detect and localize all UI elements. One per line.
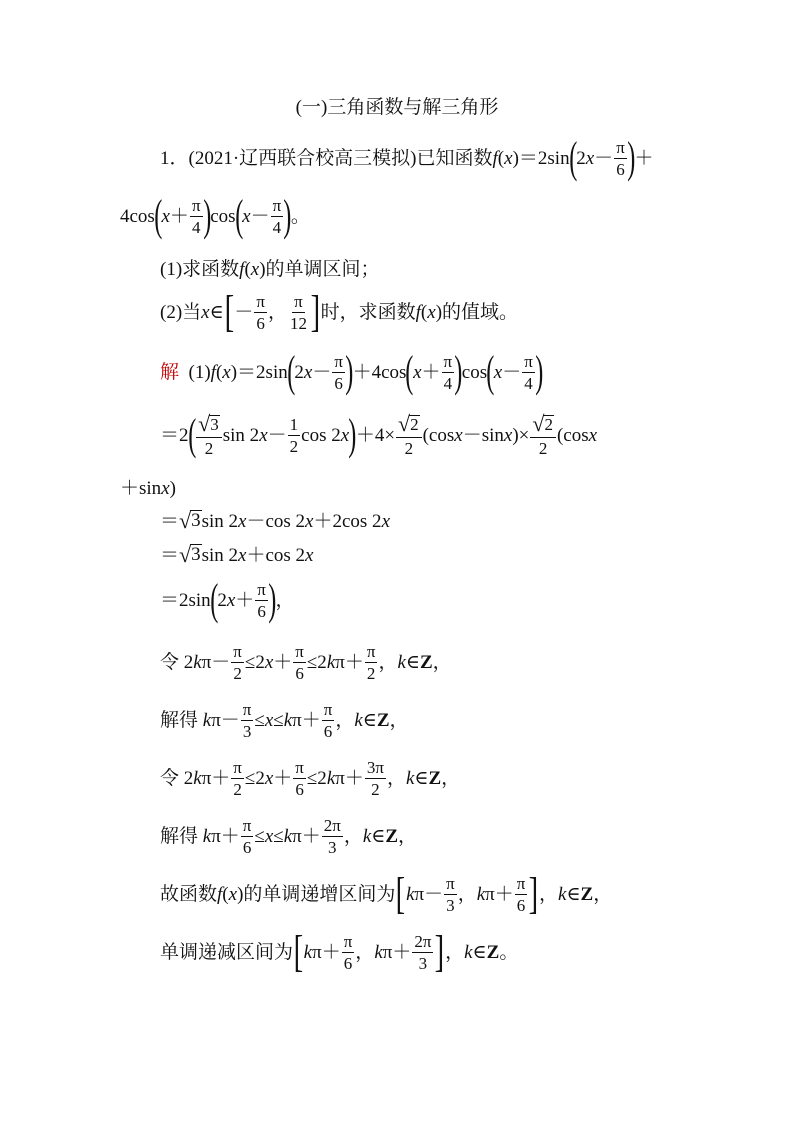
- solution-label: 解: [160, 361, 180, 383]
- solution-line-4: ＝ √ 3 sin 2 x －cos 2 x ＋2cos 2 x: [160, 508, 390, 533]
- sub-question-2: (2) 当 x ∈ [ － $\frac{\pi}{6}$ ， $\frac{\pi}{12}$ ] 时，求函数 f ( x ) 的值域。: [160, 287, 519, 336]
- solution-line-9: 令 2 k π＋ $\frac{\pi}{2}$ ≤2 x ＋ $\frac{\pi}{6}$ ≤2 k π＋ $\frac{3\pi}{2}$ ， k ∈ Z ，: [160, 757, 461, 799]
- problem-number: 1．: [160, 147, 189, 169]
- solution-line-1: 解 (1) f ( x )＝2sin ( 2 x － $\frac{\pi}{6}$ ) ＋4cos ( x ＋ $\frac{\pi}{4}$ ) cos ( x － $\frac{\pi}{4}$ ): [160, 347, 544, 396]
- solution-line-5: ＝ √ 3 sin 2 x ＋cos 2 x: [160, 542, 314, 567]
- solution-line-10: 解得 k π＋ $\frac{\pi}{6}$ ≤ x ≤ k π＋ $\frac{2\pi}{3}$ ， k ∈ Z ，: [160, 815, 418, 857]
- problem-line-2: 4cos ( x ＋ $\frac{\pi}{4}$ ) cos ( x － $\frac{\pi}{4}$ ) 。: [120, 191, 310, 240]
- solution-line-8: 解得 k π－ $\frac{\pi}{3}$ ≤ x ≤ k π＋ $\frac{\pi}{6}$ ， k ∈ Z ，: [160, 699, 409, 741]
- solution-line-7: 令 2 k π－ $\frac{\pi}{2}$ ≤2 x ＋ $\frac{\pi}{6}$ ≤2 k π＋ $\frac{\pi}{2}$ ， k ∈ Z ，: [160, 641, 452, 683]
- solution-line-12: 单调递减区间为 [ k π＋ $\frac{\pi}{6}$ ， k π＋ $\frac{2\pi}{3}$ ] ， k ∈ Z 。: [160, 927, 519, 976]
- solution-line-6: ＝2sin ( 2 x ＋ $\frac{\pi}{6}$ ) ，: [160, 575, 295, 624]
- solution-line-11: 故函数 f ( x ) 的单调递增区间为 [ k π－ $\frac{\pi}{3}$ ， k π＋ $\frac{\pi}{6}$ ] ， k ∈ Z ，: [160, 869, 613, 918]
- solution-line-2: ＝2 ( √ 3 2 sin 2 x － $\frac{1}{2}$ cos 2 x ) ＋4× √ 2 2 (cos x －sin x )× √ 2 2 (cos x: [160, 410, 598, 459]
- sub-question-1: (1) 求函数 f ( x ) 的单调区间；: [160, 258, 380, 280]
- problem-source: (2021·辽西联合校高三模拟): [188, 147, 417, 169]
- problem-intro: 已知函数: [416, 147, 493, 169]
- solution-line-3: ＋sin x ): [120, 477, 176, 499]
- section-title: (一)三角函数与解三角形: [295, 97, 499, 118]
- problem-line-1: 1． (2021·辽西联合校高三模拟) 已知函数 f ( x )＝2sin ( 2 x － $\frac{\pi}{6}$ ) ＋: [160, 133, 654, 182]
